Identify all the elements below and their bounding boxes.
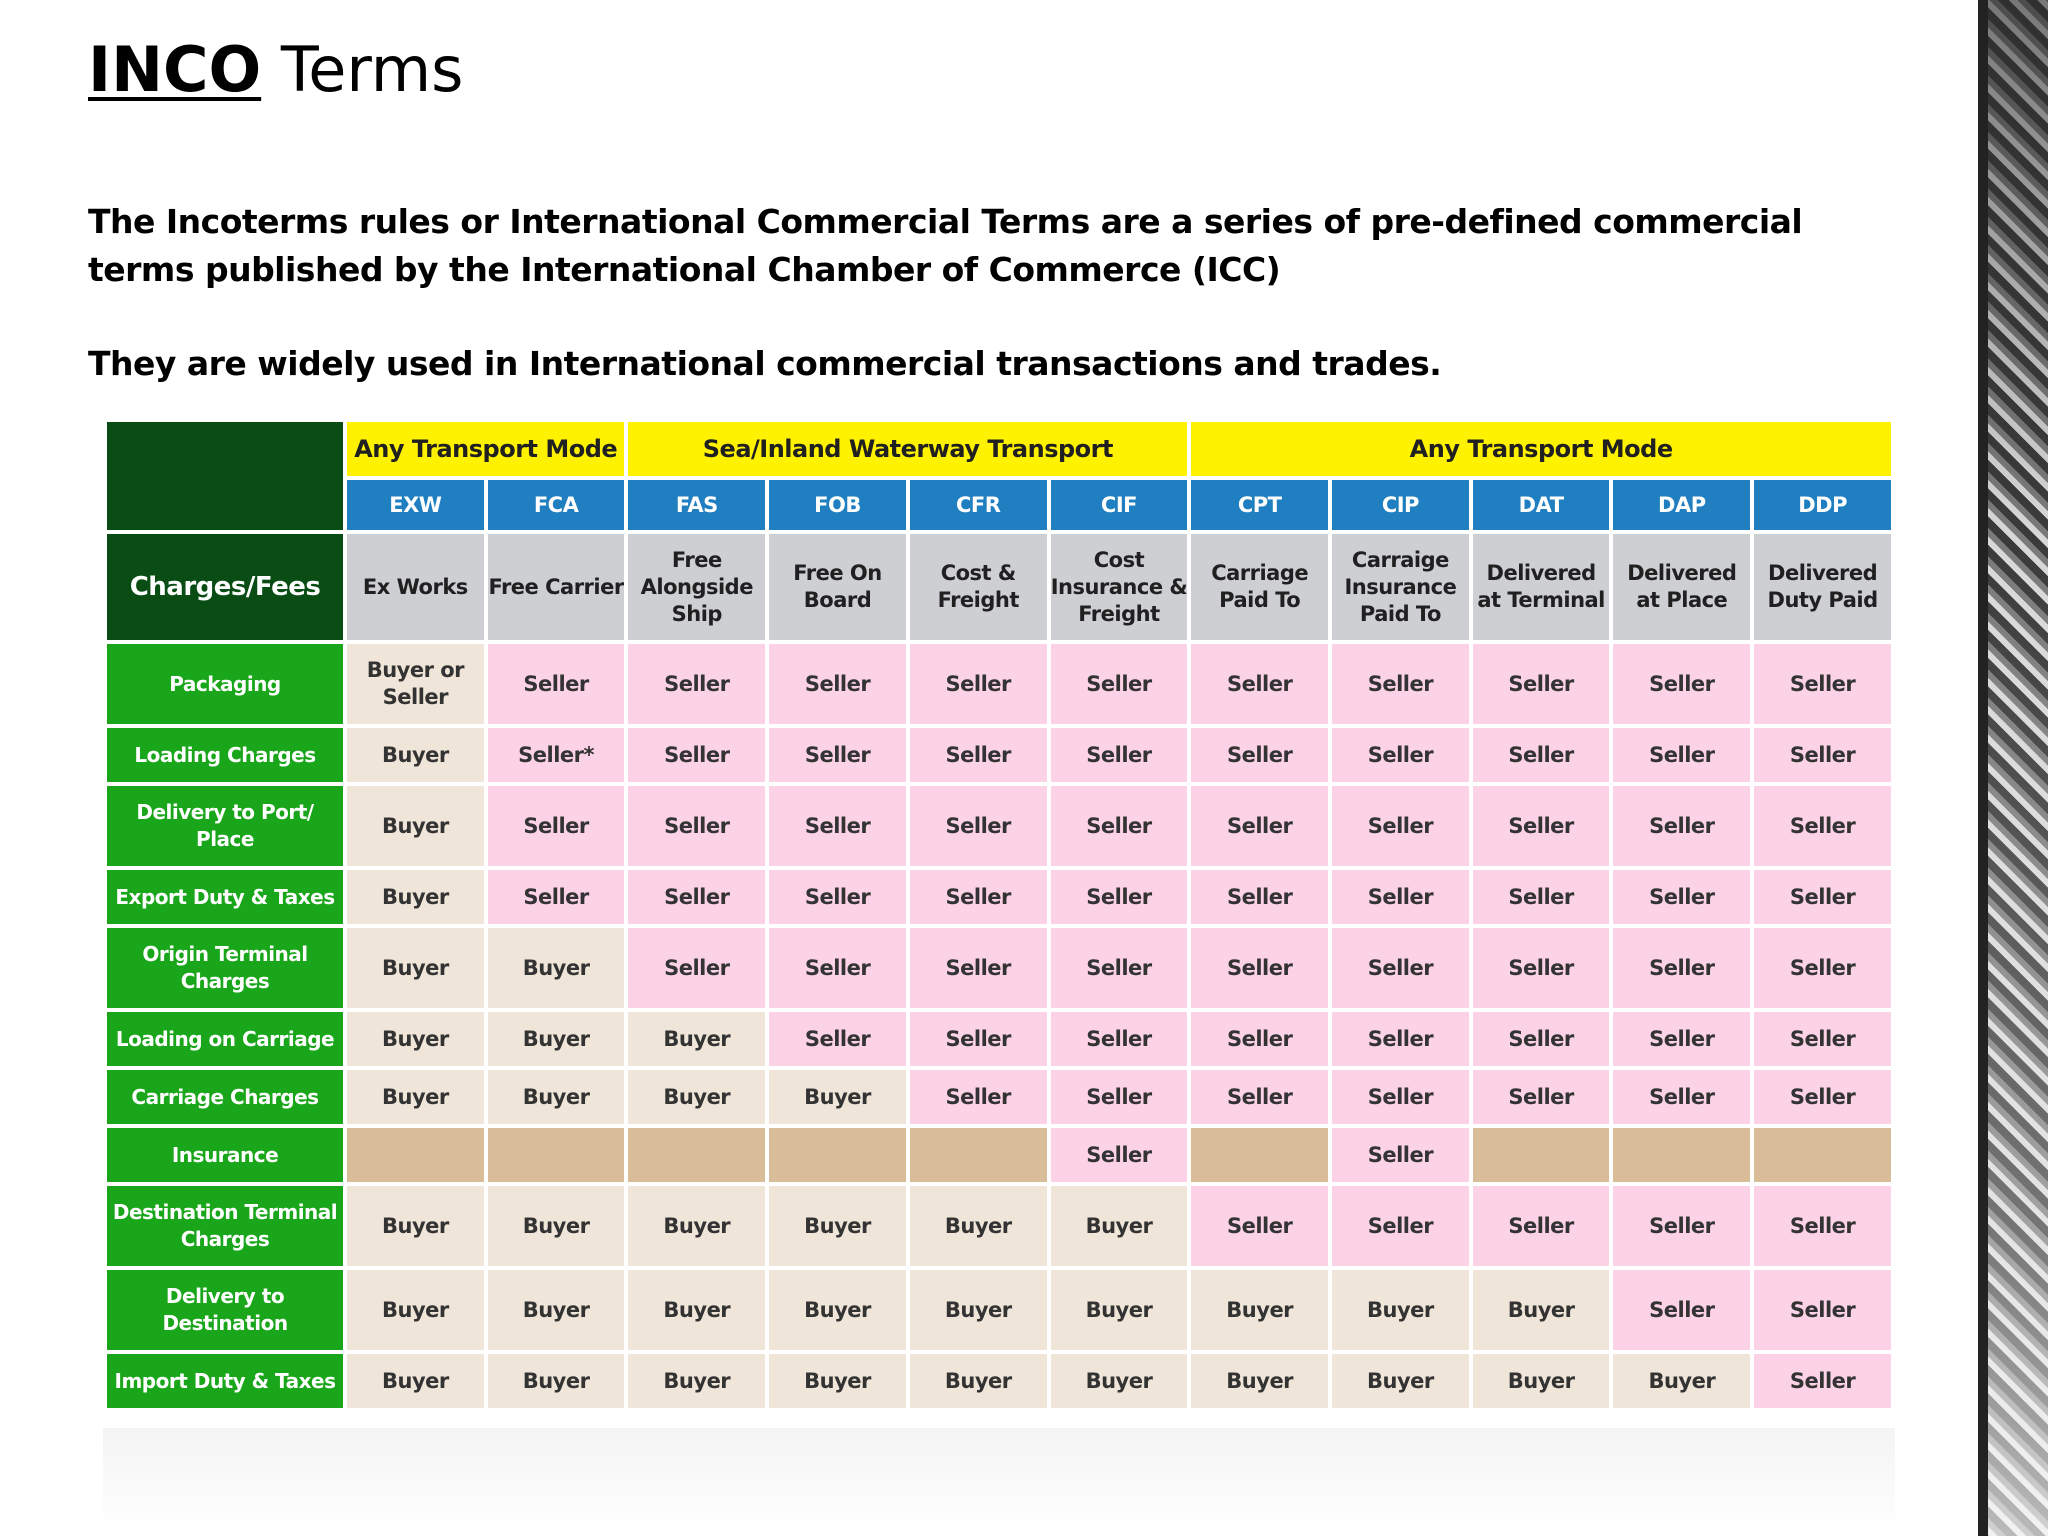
table-cell: Seller — [1191, 928, 1328, 1008]
table-cell: Seller — [769, 928, 906, 1008]
table-cell: Buyer — [769, 1270, 906, 1350]
term-code-exw: EXW — [347, 480, 484, 530]
table-cell: Seller — [1754, 1354, 1891, 1408]
term-code-dat: DAT — [1473, 480, 1610, 530]
table-cell: Seller — [910, 644, 1047, 724]
mode-group-header: Any Transport Mode — [1191, 422, 1891, 476]
table-cell: Seller — [1332, 728, 1469, 782]
table-cell: Buyer — [347, 1070, 484, 1124]
table-cell: Buyer — [488, 1070, 625, 1124]
table-cell: Seller — [1332, 870, 1469, 924]
table-cell: Seller — [1051, 928, 1188, 1008]
term-code-fob: FOB — [769, 480, 906, 530]
table-cell: Seller — [910, 728, 1047, 782]
table-row — [107, 1354, 1891, 1408]
table-cell: Seller — [628, 728, 765, 782]
table-cell: Seller — [1332, 1128, 1469, 1182]
term-name-ddp: Delivered Duty Paid — [1754, 534, 1891, 640]
table-cell: Seller — [1332, 644, 1469, 724]
table-cell: Buyer — [628, 1270, 765, 1350]
table-cell: Buyer or Seller — [347, 644, 484, 724]
table-row — [107, 728, 1891, 782]
table-cell: Seller — [1332, 1012, 1469, 1066]
table-cell: Seller — [1051, 786, 1188, 866]
table-cell: Seller — [910, 928, 1047, 1008]
table-cell: Buyer — [488, 928, 625, 1008]
table-cell: Seller — [1191, 786, 1328, 866]
table-cell: Seller — [628, 786, 765, 866]
table-cell: Seller — [1051, 728, 1188, 782]
table-cell: Buyer — [1332, 1270, 1469, 1350]
table-cell: Buyer — [769, 1354, 906, 1408]
term-name-dat: Delivered at Terminal — [1473, 534, 1610, 640]
table-row — [107, 870, 1891, 924]
table-cell: Seller — [1613, 1070, 1750, 1124]
table-shadow — [103, 1428, 1895, 1536]
table-cell: Buyer — [347, 1354, 484, 1408]
table-cell: Buyer — [910, 1270, 1047, 1350]
table-cell: Buyer — [1191, 1354, 1328, 1408]
table-cell — [1754, 1128, 1891, 1182]
code-header-row — [107, 480, 1891, 530]
table-cell: Seller — [910, 1012, 1047, 1066]
table-row — [107, 1186, 1891, 1266]
table-cell: Seller — [769, 870, 906, 924]
table-cell — [1613, 1128, 1750, 1182]
table-cell — [769, 1128, 906, 1182]
term-name-fca: Free Carrier — [488, 534, 625, 640]
table-cell: Seller — [1191, 1186, 1328, 1266]
row-label: Packaging — [107, 644, 343, 724]
table-cell: Seller — [1613, 1186, 1750, 1266]
table-cell: Seller — [769, 644, 906, 724]
table-cell: Seller — [910, 786, 1047, 866]
table-cell: Seller — [1332, 1186, 1469, 1266]
table-cell: Buyer — [347, 1186, 484, 1266]
table-cell: Buyer — [1613, 1354, 1750, 1408]
table-cell: Seller — [1473, 1070, 1610, 1124]
table-row — [107, 786, 1891, 866]
table-cell — [628, 1128, 765, 1182]
table-cell: Seller — [1473, 928, 1610, 1008]
table-cell: Seller — [1332, 928, 1469, 1008]
table-cell: Seller — [1191, 1070, 1328, 1124]
table-cell — [910, 1128, 1047, 1182]
table-cell: Seller — [1613, 644, 1750, 724]
term-name-cip: Carraige Insurance Paid To — [1332, 534, 1469, 640]
table-cell: Buyer — [488, 1354, 625, 1408]
table-cell: Buyer — [347, 1012, 484, 1066]
table-cell: Seller — [1473, 728, 1610, 782]
table-row — [107, 1012, 1891, 1066]
table-cell: Buyer — [488, 1270, 625, 1350]
table-cell: Seller — [910, 870, 1047, 924]
intro-paragraph: The Incoterms rules or International Commercial Terms are a series of pre-defined commercial terms published by the International Chamber of Commerce (ICC) — [88, 202, 1803, 289]
mode-header-row — [107, 422, 1891, 476]
table-cell: Seller — [1191, 870, 1328, 924]
term-code-ddp: DDP — [1754, 480, 1891, 530]
row-label: Delivery to Destination — [107, 1270, 343, 1350]
table-row — [107, 1270, 1891, 1350]
charges-fees-header: Charges/Fees — [107, 534, 343, 640]
table-cell: Seller — [1473, 1012, 1610, 1066]
table-cell: Seller — [769, 728, 906, 782]
table-cell: Buyer — [769, 1186, 906, 1266]
table-cell: Seller — [910, 1070, 1047, 1124]
table-cell: Seller — [1473, 644, 1610, 724]
table-cell: Seller — [1754, 1186, 1891, 1266]
table-cell: Seller — [488, 644, 625, 724]
row-label: Destination Terminal Charges — [107, 1186, 343, 1266]
table-cell: Buyer — [1473, 1354, 1610, 1408]
table-cell: Seller — [1051, 644, 1188, 724]
decorative-side-strip — [1978, 0, 2048, 1536]
term-code-fca: FCA — [488, 480, 625, 530]
table-row — [107, 928, 1891, 1008]
term-name-cfr: Cost & Freight — [910, 534, 1047, 640]
table-cell: Buyer — [347, 928, 484, 1008]
table-cell: Seller — [1332, 1070, 1469, 1124]
row-label: Loading on Carriage — [107, 1012, 343, 1066]
table-cell: Seller — [1473, 786, 1610, 866]
table-cell: Buyer — [628, 1354, 765, 1408]
title-rest: Terms — [261, 33, 464, 106]
row-label: Origin Terminal Charges — [107, 928, 343, 1008]
table-cell: Seller — [1613, 1270, 1750, 1350]
term-code-cif: CIF — [1051, 480, 1188, 530]
table-cell: Seller — [628, 870, 765, 924]
term-name-cif: Cost Insurance & Freight — [1051, 534, 1188, 640]
term-code-fas: FAS — [628, 480, 765, 530]
table-cell: Seller — [769, 1012, 906, 1066]
table-row — [107, 644, 1891, 724]
row-label: Insurance — [107, 1128, 343, 1182]
table-cell: Buyer — [1473, 1270, 1610, 1350]
table-cell: Buyer — [910, 1354, 1047, 1408]
table-cell: Seller — [1473, 870, 1610, 924]
term-name-exw: Ex Works — [347, 534, 484, 640]
table-cell: Buyer — [769, 1070, 906, 1124]
table-cell: Seller — [1754, 928, 1891, 1008]
row-label: Delivery to Port/ Place — [107, 786, 343, 866]
term-name-fob: Free On Board — [769, 534, 906, 640]
table-cell: Seller — [1613, 1012, 1750, 1066]
table-cell: Buyer — [628, 1070, 765, 1124]
term-code-cpt: CPT — [1191, 480, 1328, 530]
mode-group-header: Sea/Inland Waterway Transport — [628, 422, 1187, 476]
table-cell: Seller — [488, 786, 625, 866]
table-cell — [1191, 1128, 1328, 1182]
table-cell: Seller — [1332, 786, 1469, 866]
name-header-row — [107, 534, 1891, 640]
table-cell: Seller — [1613, 928, 1750, 1008]
table-cell: Seller — [1051, 870, 1188, 924]
table-cell: Seller — [628, 644, 765, 724]
table-cell: Seller* — [488, 728, 625, 782]
page-title — [88, 30, 463, 110]
term-name-fas: Free Alongside Ship — [628, 534, 765, 640]
table-cell: Buyer — [347, 728, 484, 782]
table-cell: Seller — [1754, 870, 1891, 924]
corner-cell — [107, 422, 343, 530]
row-label: Carriage Charges — [107, 1070, 343, 1124]
table-cell: Seller — [1754, 786, 1891, 866]
table-cell: Buyer — [1051, 1186, 1188, 1266]
table-cell: Seller — [1754, 1012, 1891, 1066]
table-cell: Seller — [769, 786, 906, 866]
table-cell: Seller — [1613, 870, 1750, 924]
table-cell: Buyer — [1051, 1270, 1188, 1350]
table-cell: Seller — [1473, 1186, 1610, 1266]
table-cell: Buyer — [1191, 1270, 1328, 1350]
table-cell: Seller — [1051, 1070, 1188, 1124]
table-cell: Seller — [1051, 1128, 1188, 1182]
table-cell: Buyer — [488, 1012, 625, 1066]
table-cell: Seller — [628, 928, 765, 1008]
row-label: Loading Charges — [107, 728, 343, 782]
term-code-cip: CIP — [1332, 480, 1469, 530]
usage-paragraph: They are widely used in International commercial transactions and trades. — [88, 344, 1442, 383]
mode-group-header: Any Transport Mode — [347, 422, 624, 476]
table-row — [107, 1128, 1891, 1182]
table-cell: Buyer — [1332, 1354, 1469, 1408]
term-name-cpt: Carriage Paid To — [1191, 534, 1328, 640]
title-bold: INCO — [88, 33, 262, 106]
term-code-cfr: CFR — [910, 480, 1047, 530]
table-cell: Buyer — [347, 1270, 484, 1350]
table-cell: Seller — [488, 870, 625, 924]
incoterms-table — [103, 418, 1895, 1412]
table-cell: Buyer — [347, 870, 484, 924]
table-cell: Buyer — [347, 786, 484, 866]
table-cell: Seller — [1191, 728, 1328, 782]
table-cell: Buyer — [1051, 1354, 1188, 1408]
table-cell — [1473, 1128, 1610, 1182]
table-cell: Seller — [1191, 644, 1328, 724]
table-cell: Seller — [1191, 1012, 1328, 1066]
table-cell: Seller — [1754, 1270, 1891, 1350]
table-cell: Seller — [1613, 728, 1750, 782]
term-name-dap: Delivered at Place — [1613, 534, 1750, 640]
table-cell: Seller — [1754, 1070, 1891, 1124]
row-label: Import Duty & Taxes — [107, 1354, 343, 1408]
table-cell — [488, 1128, 625, 1182]
table-cell: Buyer — [488, 1186, 625, 1266]
row-label: Export Duty & Taxes — [107, 870, 343, 924]
table-cell: Seller — [1051, 1012, 1188, 1066]
table-cell: Seller — [1613, 786, 1750, 866]
table-cell — [347, 1128, 484, 1182]
table-cell: Seller — [1754, 728, 1891, 782]
table-row — [107, 1070, 1891, 1124]
table-cell: Buyer — [628, 1012, 765, 1066]
table-cell: Buyer — [628, 1186, 765, 1266]
term-code-dap: DAP — [1613, 480, 1750, 530]
table-cell: Seller — [1754, 644, 1891, 724]
table-cell: Buyer — [910, 1186, 1047, 1266]
